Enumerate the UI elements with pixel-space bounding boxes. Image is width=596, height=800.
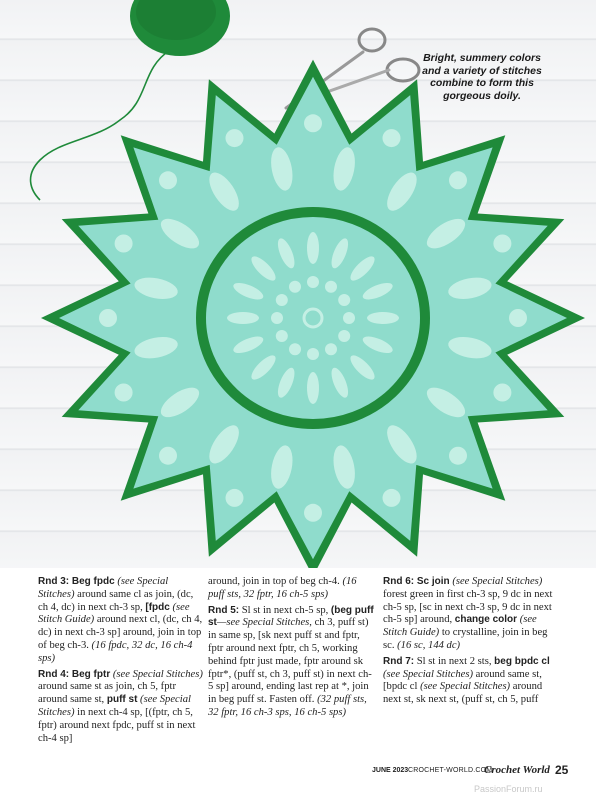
- watermark: PassionForum.ru: [474, 784, 543, 794]
- lace-opening: [325, 343, 337, 355]
- lace-opening: [226, 489, 244, 507]
- lace-opening: [367, 312, 399, 324]
- instructions-column-3: [383, 576, 559, 710]
- issue-date: JUNE 2023: [372, 767, 409, 774]
- instructions-column-1: [38, 576, 204, 748]
- lace-opening: [338, 330, 350, 342]
- lace-opening: [383, 489, 401, 507]
- round-3-instruction: Rnd 3: Beg fpdc (see Special Stitches) around same cl as join, (dc, ch 4, dc) in next ch-3 sp, [fpdc (see Stitch Guide) around next cl, (dc, ch 4, dc) in next ch-3 sp] around, join in top of beg ch-3. (16 fpdc, 32 dc, 16 ch-4 sps): [38, 576, 203, 664]
- page-footer: [0, 764, 596, 784]
- lace-opening: [159, 447, 177, 465]
- lace-opening: [307, 276, 319, 288]
- round-7-instruction: Rnd 7: Sl st in next 2 sts, beg bpdc cl (see Special Stitches) around same st, [bpdc cl (see Special Stitches) around next st, sk next st, (puff st, ch 5, puff: [383, 655, 550, 706]
- lace-opening: [271, 312, 283, 324]
- pattern-instructions: [0, 576, 596, 766]
- lace-opening: [289, 281, 301, 293]
- lace-opening: [276, 294, 288, 306]
- scissors-handle: [359, 29, 385, 51]
- caption-line: gorgeous doily.: [443, 89, 521, 102]
- lace-opening: [304, 504, 322, 522]
- lace-opening: [289, 343, 301, 355]
- instructions-column-2: [208, 576, 374, 723]
- lace-opening: [307, 348, 319, 360]
- caption-line: combine to form this: [430, 77, 534, 89]
- page-number: 25: [555, 763, 569, 777]
- caption-line: and a variety of stitches: [422, 64, 542, 77]
- lace-opening: [383, 129, 401, 147]
- lace-opening: [115, 235, 133, 253]
- lace-opening: [307, 232, 319, 264]
- magazine-name: Crochet World: [484, 764, 550, 776]
- lace-opening: [325, 281, 337, 293]
- lace-opening: [226, 129, 244, 147]
- round-5-instruction: Rnd 5: Sl st in next ch-5 sp, (beg puff st—see Special Stitches, ch 3, puff st) in same sp, [sk next puff st and fptr, fptr around next fptr, ch 5, working behind fptr just made, fptr around sk fptr*, (puff st, ch 3, puff st) in next ch-5 sp] around, ending last rep at *, join in beg puff st. Fasten off. (32 puff sts, 32 fptr, 16 ch-3 sps, 16 ch-5 sps): [208, 604, 374, 718]
- lace-opening: [449, 447, 467, 465]
- lace-opening: [115, 384, 133, 402]
- lace-opening: [509, 309, 527, 327]
- lace-opening: [99, 309, 117, 327]
- lace-opening: [343, 312, 355, 324]
- photo-caption: [412, 52, 552, 102]
- lace-opening: [227, 312, 259, 324]
- round-4-continued: around, join in top of beg ch-4. (16 puff sts, 32 fptr, 16 ch-5 sps): [208, 576, 357, 600]
- lace-opening: [307, 372, 319, 404]
- lace-opening: [449, 171, 467, 189]
- lace-opening: [493, 235, 511, 253]
- lace-opening: [159, 171, 177, 189]
- lace-opening: [304, 114, 322, 132]
- round-6-instruction: Rnd 6: Sc join (see Special Stitches) forest green in first ch-3 sp, 9 dc in next ch-5 sp, [sc in next ch-3 sp, 9 dc in next ch-5 sp] around, change color (see Stitch Guide) to crystalline, join in beg sc. (16 sc, 144 dc): [383, 576, 553, 651]
- lace-opening: [493, 384, 511, 402]
- round-4-instruction: Rnd 4: Beg fptr (see Special Stitches) around same st as join, ch 5, fptr around same st, puff st (see Special Stitches) in next ch-4 sp, [(fptr, ch 5, fptr) around next fpdc, puff st in next ch-4 sp]: [38, 668, 203, 744]
- lace-opening: [276, 330, 288, 342]
- website-link[interactable]: CROCHET-WORLD.COM: [408, 767, 493, 774]
- caption-line: Bright, summery colors: [423, 52, 541, 64]
- lace-opening: [338, 294, 350, 306]
